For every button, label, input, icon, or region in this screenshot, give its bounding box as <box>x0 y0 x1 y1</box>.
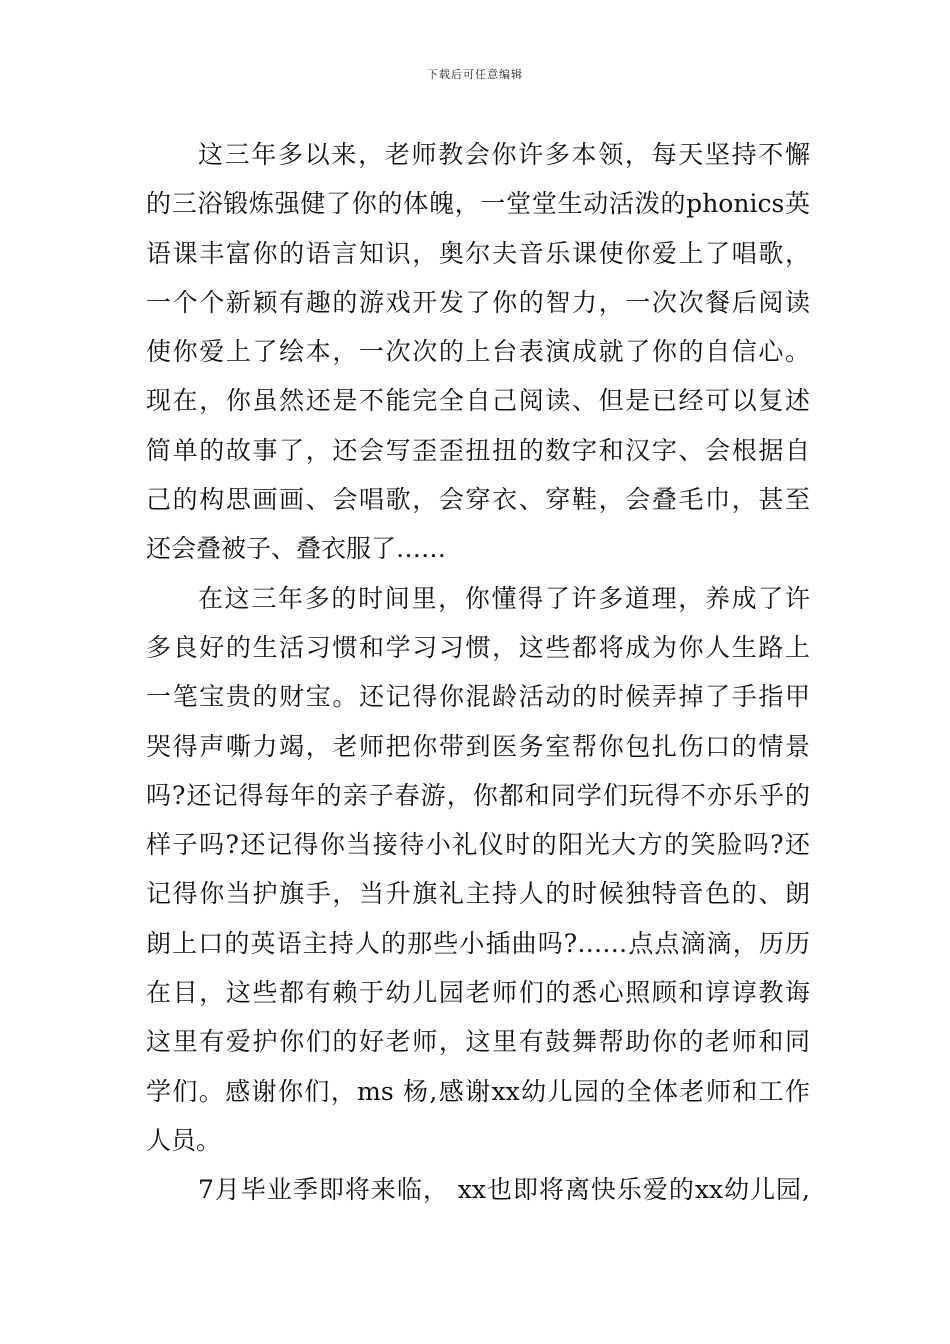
text-line: 样子吗?还记得你当接待小礼仪时的阳光大方的笑脸吗?还 <box>146 830 810 860</box>
text-line: 现在，你虽然还是不能完全自己阅读、但是已经可以复述 <box>146 386 810 416</box>
text-line: 使你爱上了绘本，一次次的上台表演成就了你的自信心。 <box>146 337 810 367</box>
text-line: 在目，这些都有赖于幼儿园老师们的悉心照顾和谆谆教诲 <box>146 978 810 1008</box>
text-line: 哭得声嘶力竭，老师把你带到医务室帮你包扎伤口的情景 <box>146 731 810 761</box>
text-line: 这三年多以来，老师教会你许多本领，每天坚持不懈 <box>198 140 810 169</box>
text-line: 多良好的生活习惯和学习习惯，这些都将成为你人生路上 <box>146 632 810 662</box>
text-line: 己的构思画画、会唱歌，会穿衣、穿鞋，会叠毛巾，甚至 <box>146 485 810 515</box>
text-line: 一个个新颖有趣的游戏开发了你的智力，一次次餐后阅读 <box>146 287 810 317</box>
text-line: 一笔宝贵的财宝。还记得你混龄活动的时候弄掉了手指甲 <box>146 682 810 712</box>
text-line: 语课丰富你的语言知识，奥尔夫音乐课使你爱上了唱歌， <box>146 238 810 268</box>
text-line: 记得你当护旗手，当升旗礼主持人的时候独特音色的、朗 <box>146 879 810 909</box>
text-line: 吗?还记得每年的亲子春游，你都和同学们玩得不亦乐乎的 <box>146 780 810 810</box>
text-line: 的三浴锻炼强健了你的体魄，一堂堂生动活泼的phonics英 <box>146 189 810 219</box>
page-header: 下载后可任意编辑 <box>427 68 523 81</box>
text-line: 朗上口的英语主持人的那些小插曲吗?……点点滴滴，历历 <box>146 928 810 958</box>
text-line: 简单的故事了，还会写歪歪扭扭的数字和汉字、会根据自 <box>146 435 810 465</box>
text-line: 学们。感谢你们，ms 杨,感谢xx幼儿园的全体老师和工作 <box>146 1076 810 1106</box>
text-line: 人员。 <box>146 1125 222 1155</box>
text-line: 7月毕业季即将来临， xx也即将离快乐爱的xx幼儿园, <box>198 1175 810 1205</box>
text-line: 还会叠被子、叠衣服了…… <box>146 534 447 564</box>
text-line: 这里有爱护你们的好老师，这里有鼓舞帮助你的老师和同 <box>146 1027 810 1057</box>
document-body <box>146 130 810 1215</box>
text-line: 在这三年多的时间里，你懂得了许多道理，养成了许 <box>198 583 810 613</box>
